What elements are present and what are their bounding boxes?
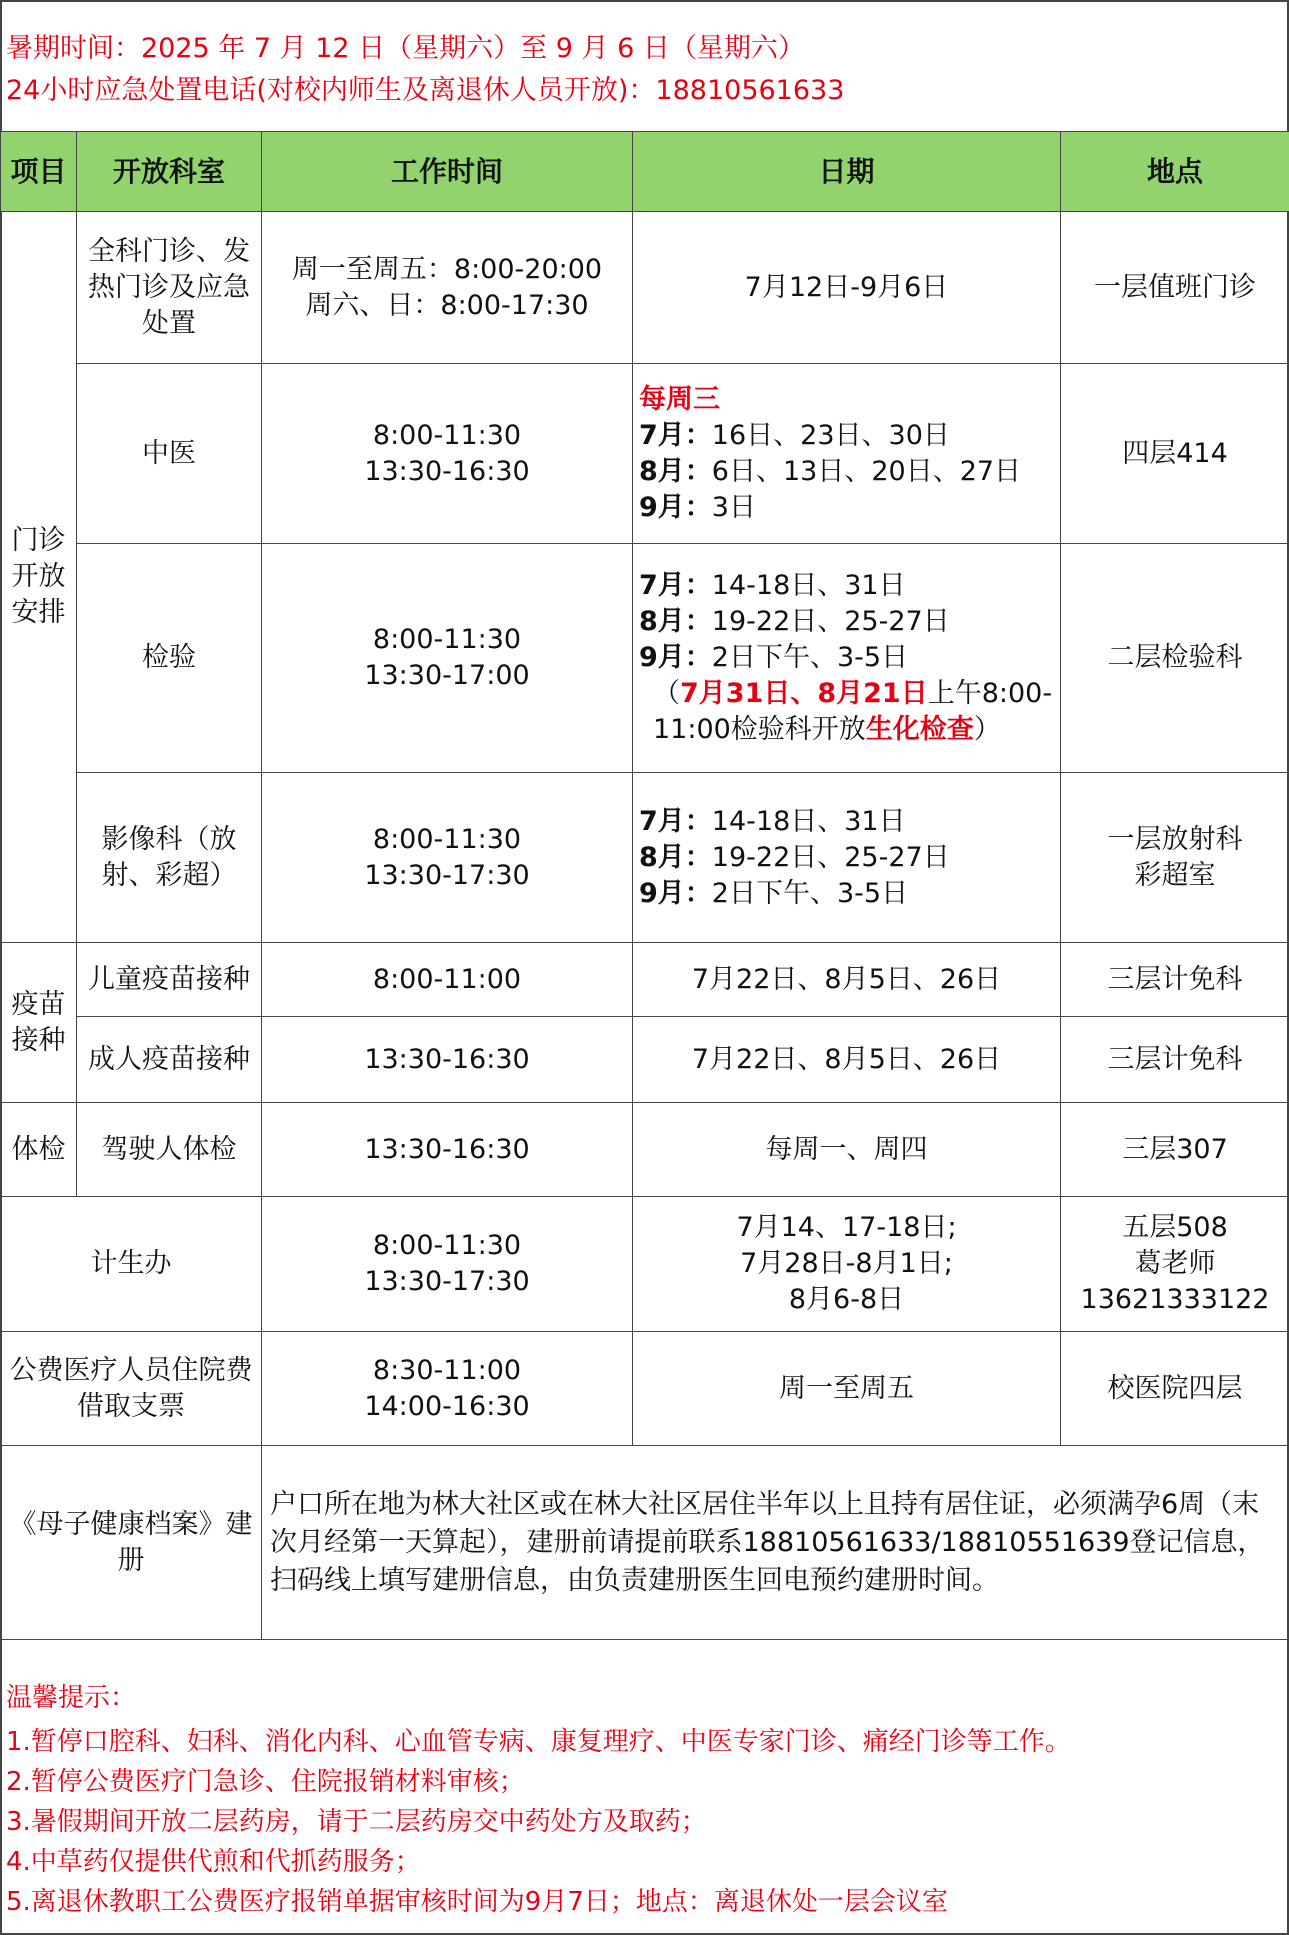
hours-lab-morning: 8:00-11:30 [372,624,522,655]
table-row [1,1103,1289,1197]
tip-item: 1.暂停口腔科、妇科、消化内科、心血管专病、康复理疗、中医专家门诊、痛经门诊等工作。 [6,1727,1071,1757]
tcm-date-line [639,454,1056,490]
date-driver: 每周一、周四 [633,1103,1061,1197]
hours-lab-afternoon: 13:30-17:00 [364,660,530,691]
hours-public-medical [262,1332,633,1446]
imaging-date-line [639,876,1056,912]
month-label: 8月： [639,606,712,637]
hours-tcm [262,364,633,544]
lab-date-line [639,640,1056,676]
date-imaging [633,773,1061,943]
dept-tcm: 中医 [77,364,262,544]
days-text: 3日 [711,491,756,523]
note-item: 生化检查 [865,714,974,745]
tcm-date-line [639,490,1056,526]
section-vaccine-label: 疫苗接种 [11,988,66,1056]
dept-child-vaccine-label: 儿童疫苗接种 [88,963,250,995]
notice-block [6,28,1276,112]
place-general: 一层值班门诊 [1061,212,1289,364]
dept-lab: 检验 [77,544,262,773]
days-text: 19-22日、25-27日 [711,606,950,637]
tcm-weekly-label: 每周三 [639,383,720,415]
section-clinic [1,212,77,943]
hours-pm-afternoon: 14:00-16:30 [364,1390,530,1422]
days-text: 19-22日、25-27日 [711,841,950,873]
place-child-vaccine: 三层计免科 [1061,943,1289,1017]
table-row [1,544,1289,773]
month-label: 9月： [639,491,712,523]
hours-imaging-morning: 8:00-11:30 [372,823,522,855]
month-label: 8月： [639,841,712,873]
month-label: 7月： [639,570,712,601]
hours-driver: 13:30-16:30 [262,1103,633,1197]
place-public-medical: 校医院四层 [1061,1332,1289,1446]
month-label: 7月： [639,419,712,451]
imaging-date-line [639,840,1056,876]
hours-imaging [262,773,633,943]
table-row [1,943,1289,1017]
dept-imaging [77,773,262,943]
note-close: ） [973,714,1001,745]
fp-date-line: 7月28日-8月1日; [740,1248,953,1279]
place-imaging [1061,773,1289,943]
date-general: 7月12日-9月6日 [633,212,1061,364]
tip-item: 5.离退休教职工公费医疗报销单据审核时间为9月7日；地点：离退休处一层会议室 [6,1887,948,1917]
dept-general-label: 全科门诊、发热门诊及应急处置 [88,235,250,339]
tips-title: 温馨提示： [6,1683,137,1713]
hours-pm-morning: 8:30-11:00 [372,1354,522,1386]
header-date: 日期 [633,132,1061,212]
place-family-planning [1061,1197,1289,1332]
summer-period-text: 暑期时间：2025 年 7 月 12 日（星期六）至 9 月 6 日（星期六） [6,33,805,64]
dept-adult-vaccine-label: 成人疫苗接种 [88,1043,250,1075]
fp-place-room: 五层508 [1122,1212,1228,1243]
days-text: 14-18日、31日 [711,570,906,601]
note-open: （ [653,678,680,709]
note-mid: 上午8:00-11:00检验科开放 [653,678,1053,745]
date-lab [633,544,1061,773]
hours-fp-afternoon: 13:30-17:30 [364,1266,530,1297]
header-item: 项目 [1,132,77,212]
hours-imaging-afternoon: 13:30-17:30 [364,859,530,891]
days-text: 2日下午、3-5日 [711,877,909,909]
dept-imaging-label: 影像科（放射、彩超） [101,823,237,891]
table-row [1,1197,1289,1332]
hours-adult-vaccine: 13:30-16:30 [262,1017,633,1103]
hours-fp-morning: 8:00-11:30 [372,1230,522,1261]
days-text: 16日、23日、30日 [711,419,950,451]
place-lab: 二层检验科 [1061,544,1289,773]
table-row [1,364,1289,544]
header-department: 开放科室 [77,132,262,212]
month-label: 7月： [639,805,712,837]
lab-note [639,676,1056,748]
table-row [1,1017,1289,1103]
note-dates: 7月31日、8月21日 [680,678,928,709]
place-imaging-ultrasound: 彩超室 [1134,859,1216,891]
schedule-table [0,131,1289,1640]
dept-family-planning: 计生办 [1,1197,262,1332]
fp-place-phone: 13621333122 [1080,1284,1270,1315]
maternal-description: 户口所在地为林大社区或在林大社区居住半年以上且持有居住证，必须满孕6周（末次月经第一天算起），建册前请提前联系18810561633/18810551639登记信息，扫码线上填写建册信息，由负责建册医生回电预约建册时间。 [262,1446,1289,1640]
days-text: 6日、13日、20日、27日 [711,455,1022,487]
hours-tcm-morning: 8:00-11:30 [372,419,522,451]
date-adult-vaccine: 7月22日、8月5日、26日 [633,1017,1061,1103]
hours-child-vaccine: 8:00-11:00 [262,943,633,1017]
month-label: 8月： [639,455,712,487]
fp-date-line: 8月6-8日 [788,1284,905,1315]
hours-lab [262,544,633,773]
dept-general [77,212,262,364]
place-driver: 三层307 [1061,1103,1289,1197]
place-tcm: 四层414 [1061,364,1289,544]
month-label: 9月： [639,642,712,673]
dept-maternal [1,1446,262,1640]
lab-date-line [639,568,1056,604]
table-row [1,1332,1289,1446]
header-hours: 工作时间 [262,132,633,212]
place-adult-vaccine: 三层计免科 [1061,1017,1289,1103]
tip-item: 3.暑假期间开放二层药房，请于二层药房交中药处方及取药； [6,1807,707,1837]
date-family-planning [633,1197,1061,1332]
table-row [1,1446,1289,1640]
date-tcm [633,364,1061,544]
days-text: 2日下午、3-5日 [711,642,909,673]
tip-item: 4.中草药仅提供代煎和代抓药服务； [6,1847,421,1877]
dept-public-medical [1,1332,262,1446]
fp-place-contact: 葛老师 [1134,1248,1216,1279]
tip-item: 2.暂停公费医疗门急诊、住院报销材料审核； [6,1767,525,1797]
dept-public-medical-label: 公费医疗人员住院费借取支票 [9,1354,253,1422]
fp-date-line: 7月14、17-18日; [736,1212,957,1243]
hours-family-planning [262,1197,633,1332]
emergency-hotline-text: 24小时应急处置电话(对校内师生及离退休人员开放)：18810561633 [6,75,845,106]
date-public-medical: 周一至周五 [633,1332,1061,1446]
dept-adult-vaccine [77,1017,262,1103]
place-imaging-radiology: 一层放射科 [1107,823,1243,855]
imaging-date-line [639,804,1056,840]
header-location: 地点 [1061,132,1289,212]
table-row [1,212,1289,364]
dept-child-vaccine [77,943,262,1017]
days-text: 14-18日、31日 [711,805,906,837]
header-row [1,132,1289,212]
table-row [1,773,1289,943]
date-child-vaccine: 7月22日、8月5日、26日 [633,943,1061,1017]
section-clinic-label: 门诊开放安排 [11,525,66,628]
dept-driver: 驾驶人体检 [77,1103,262,1197]
dept-maternal-label: 《母子健康档案》建册 [9,1508,253,1576]
section-checkup: 体检 [1,1103,77,1197]
hours-tcm-afternoon: 13:30-16:30 [364,455,530,487]
tips-block [6,1678,1276,1922]
hours-general-weekend: 周六、日：8:00-17:30 [305,289,589,321]
section-vaccine [1,943,77,1103]
tcm-date-line [639,418,1056,454]
hours-general [262,212,633,364]
hours-general-weekday: 周一至周五：8:00-20:00 [291,253,603,285]
month-label: 9月： [639,877,712,909]
lab-date-line [639,604,1056,640]
